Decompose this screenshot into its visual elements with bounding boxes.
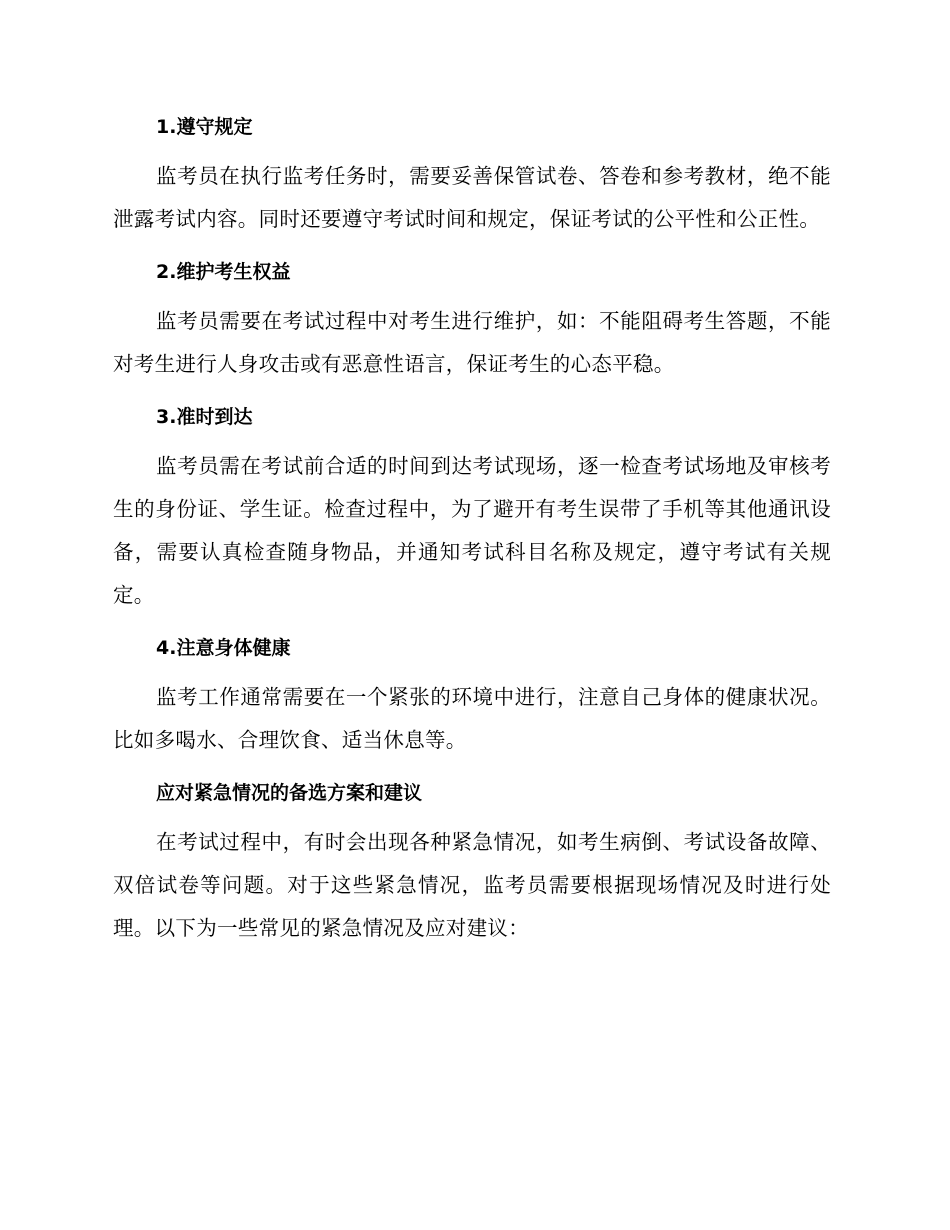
section-heading-3: 3.准时到达: [156, 406, 253, 428]
section-heading-2: 2.维护考生权益: [156, 261, 291, 283]
section-paragraph-2: 监考员需要在考试过程中对考生进行维护，如：不能阻碍考生答题，不能对考生进行人身攻击或有恶意性语言，保证考生的心态平稳。: [113, 309, 831, 376]
section-paragraph-4: 监考工作通常需要在一个紧张的环境中进行，注意自己身体的健康状况。比如多喝水、合理饮食、适当休息等。: [113, 685, 831, 752]
section-heading-4: 4.注意身体健康: [156, 637, 291, 659]
section-heading-1: 1.遵守规定: [156, 116, 253, 138]
section-paragraph-5: 在考试过程中，有时会出现各种紧急情况，如考生病倒、考试设备故障、双倍试卷等问题。对于这些紧急情况，监考员需要根据现场情况及时进行处理。以下为一些常见的紧急情况及应对建议：: [113, 830, 831, 940]
document-body: [113, 108, 831, 962]
section-heading-5: 应对紧急情况的备选方案和建议: [156, 782, 423, 804]
section-paragraph-1: 监考员在执行监考任务时，需要妥善保管试卷、答卷和参考教材，绝不能泄露考试内容。同时还要遵守考试时间和规定，保证考试的公平性和公正性。: [113, 164, 831, 231]
section-paragraph-3: 监考员需在考试前合适的时间到达考试现场，逐一检查考试场地及审核考生的身份证、学生证。检查过程中，为了避开有考生误带了手机等其他通讯设备，需要认真检查随身物品，并通知考试科目名称及规定，遵守考试有关规定。: [113, 454, 831, 607]
